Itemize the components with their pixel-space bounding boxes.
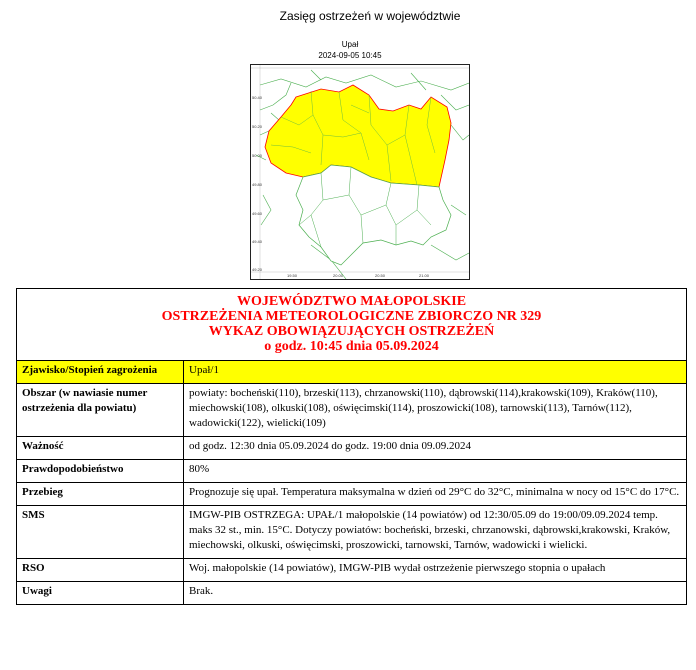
warning-map <box>250 64 470 280</box>
row-label-validity: Ważność <box>17 437 184 460</box>
y-tick-label: 49.60 <box>252 211 263 216</box>
y-tick-label: 50.40 <box>252 95 263 100</box>
x-tick-label: 20.00 <box>333 273 344 278</box>
row-value-notes: Brak. <box>184 582 687 605</box>
row-label-sms: SMS <box>17 506 184 559</box>
row-value-phenomenon: Upał/1 <box>184 361 687 384</box>
row-value-validity: od godz. 12:30 dnia 05.09.2024 do godz. 19:00 dnia 09.09.2024 <box>184 437 687 460</box>
table-row <box>17 483 687 506</box>
row-value-sms: IMGW-PIB OSTRZEGA: UPAŁ/1 małopolskie (14 powiatów) od 12:30/05.09 do 19:00/09.09.2024 temp. maks 32 st., min. 15°C. Dotyczy powiatów: bocheński, brzeski, chrzanowski, dąbrowski,krakowski, Kraków, miechowski, olkuski, oświęcimski, proszowicki, tarnowski, Tarnów, wadowicki i wielicki. <box>184 506 687 559</box>
header-issue-time: o godz. 10:45 dnia 05.09.2024 <box>264 339 439 354</box>
header-list-title: WYKAZ OBOWIĄZUJĄCYCH OSTRZEŻEŃ <box>208 324 495 339</box>
row-label-probability: Prawdopodobieństwo <box>17 460 184 483</box>
x-tick-label: 19.50 <box>287 273 298 278</box>
map-phenomenon: Upał <box>341 40 359 49</box>
table-row <box>17 582 687 605</box>
x-tick-label: 21.00 <box>419 273 430 278</box>
y-tick-label: 50.20 <box>252 124 263 129</box>
row-label-rso: RSO <box>17 559 184 582</box>
row-label-notes: Uwagi <box>17 582 184 605</box>
y-tick-label: 49.20 <box>252 267 263 272</box>
warning-header <box>17 289 687 361</box>
row-value-rso: Woj. małopolskie (14 powiatów), IMGW-PIB wydał ostrzeżenie pierwszego stopnia o upałach <box>184 559 687 582</box>
table-row <box>17 437 687 460</box>
y-tick-label: 49.80 <box>252 182 263 187</box>
row-label-area: Obszar (w nawiasie numer ostrzeżenia dla powiatu) <box>17 384 184 437</box>
x-tick-label: 20.50 <box>375 273 386 278</box>
table-row <box>17 559 687 582</box>
map-svg <box>251 65 469 279</box>
map-datetime: 2024-09-05 10:45 <box>318 51 382 60</box>
table-row <box>17 460 687 483</box>
y-tick-label: 49.40 <box>252 239 263 244</box>
table-row <box>17 384 687 437</box>
row-label-course: Przebieg <box>17 483 184 506</box>
table-row <box>17 506 687 559</box>
map-title: Zasięg ostrzeżeń w województwie <box>279 9 461 23</box>
table-row <box>17 361 687 384</box>
warning-table <box>16 288 687 605</box>
row-value-course: Prognozuje się upał. Temperatura maksymalna w dzień od 29°C do 32°C, minimalna w nocy od 15°C do 17°C. <box>184 483 687 506</box>
y-tick-label: 50.00 <box>252 153 263 158</box>
row-value-area: powiaty: bocheński(110), brzeski(113), chrzanowski(110), dąbrowski(114),krakowski(109), Kraków(110), miechowski(108), olkuski(108), oświęcimski(114), proszowicki(108), tarnowski(113), Tarnów(112), wadowicki(122), wielicki(109) <box>184 384 687 437</box>
header-bulletin-number: OSTRZEŻENIA METEOROLOGICZNE ZBIORCZO NR 329 <box>161 309 542 324</box>
row-value-probability: 80% <box>184 460 687 483</box>
header-voivodeship: WOJEWÓDZTWO MAŁOPOLSKIE <box>236 294 467 309</box>
row-label-phenomenon: Zjawisko/Stopień zagrożenia <box>17 361 184 384</box>
